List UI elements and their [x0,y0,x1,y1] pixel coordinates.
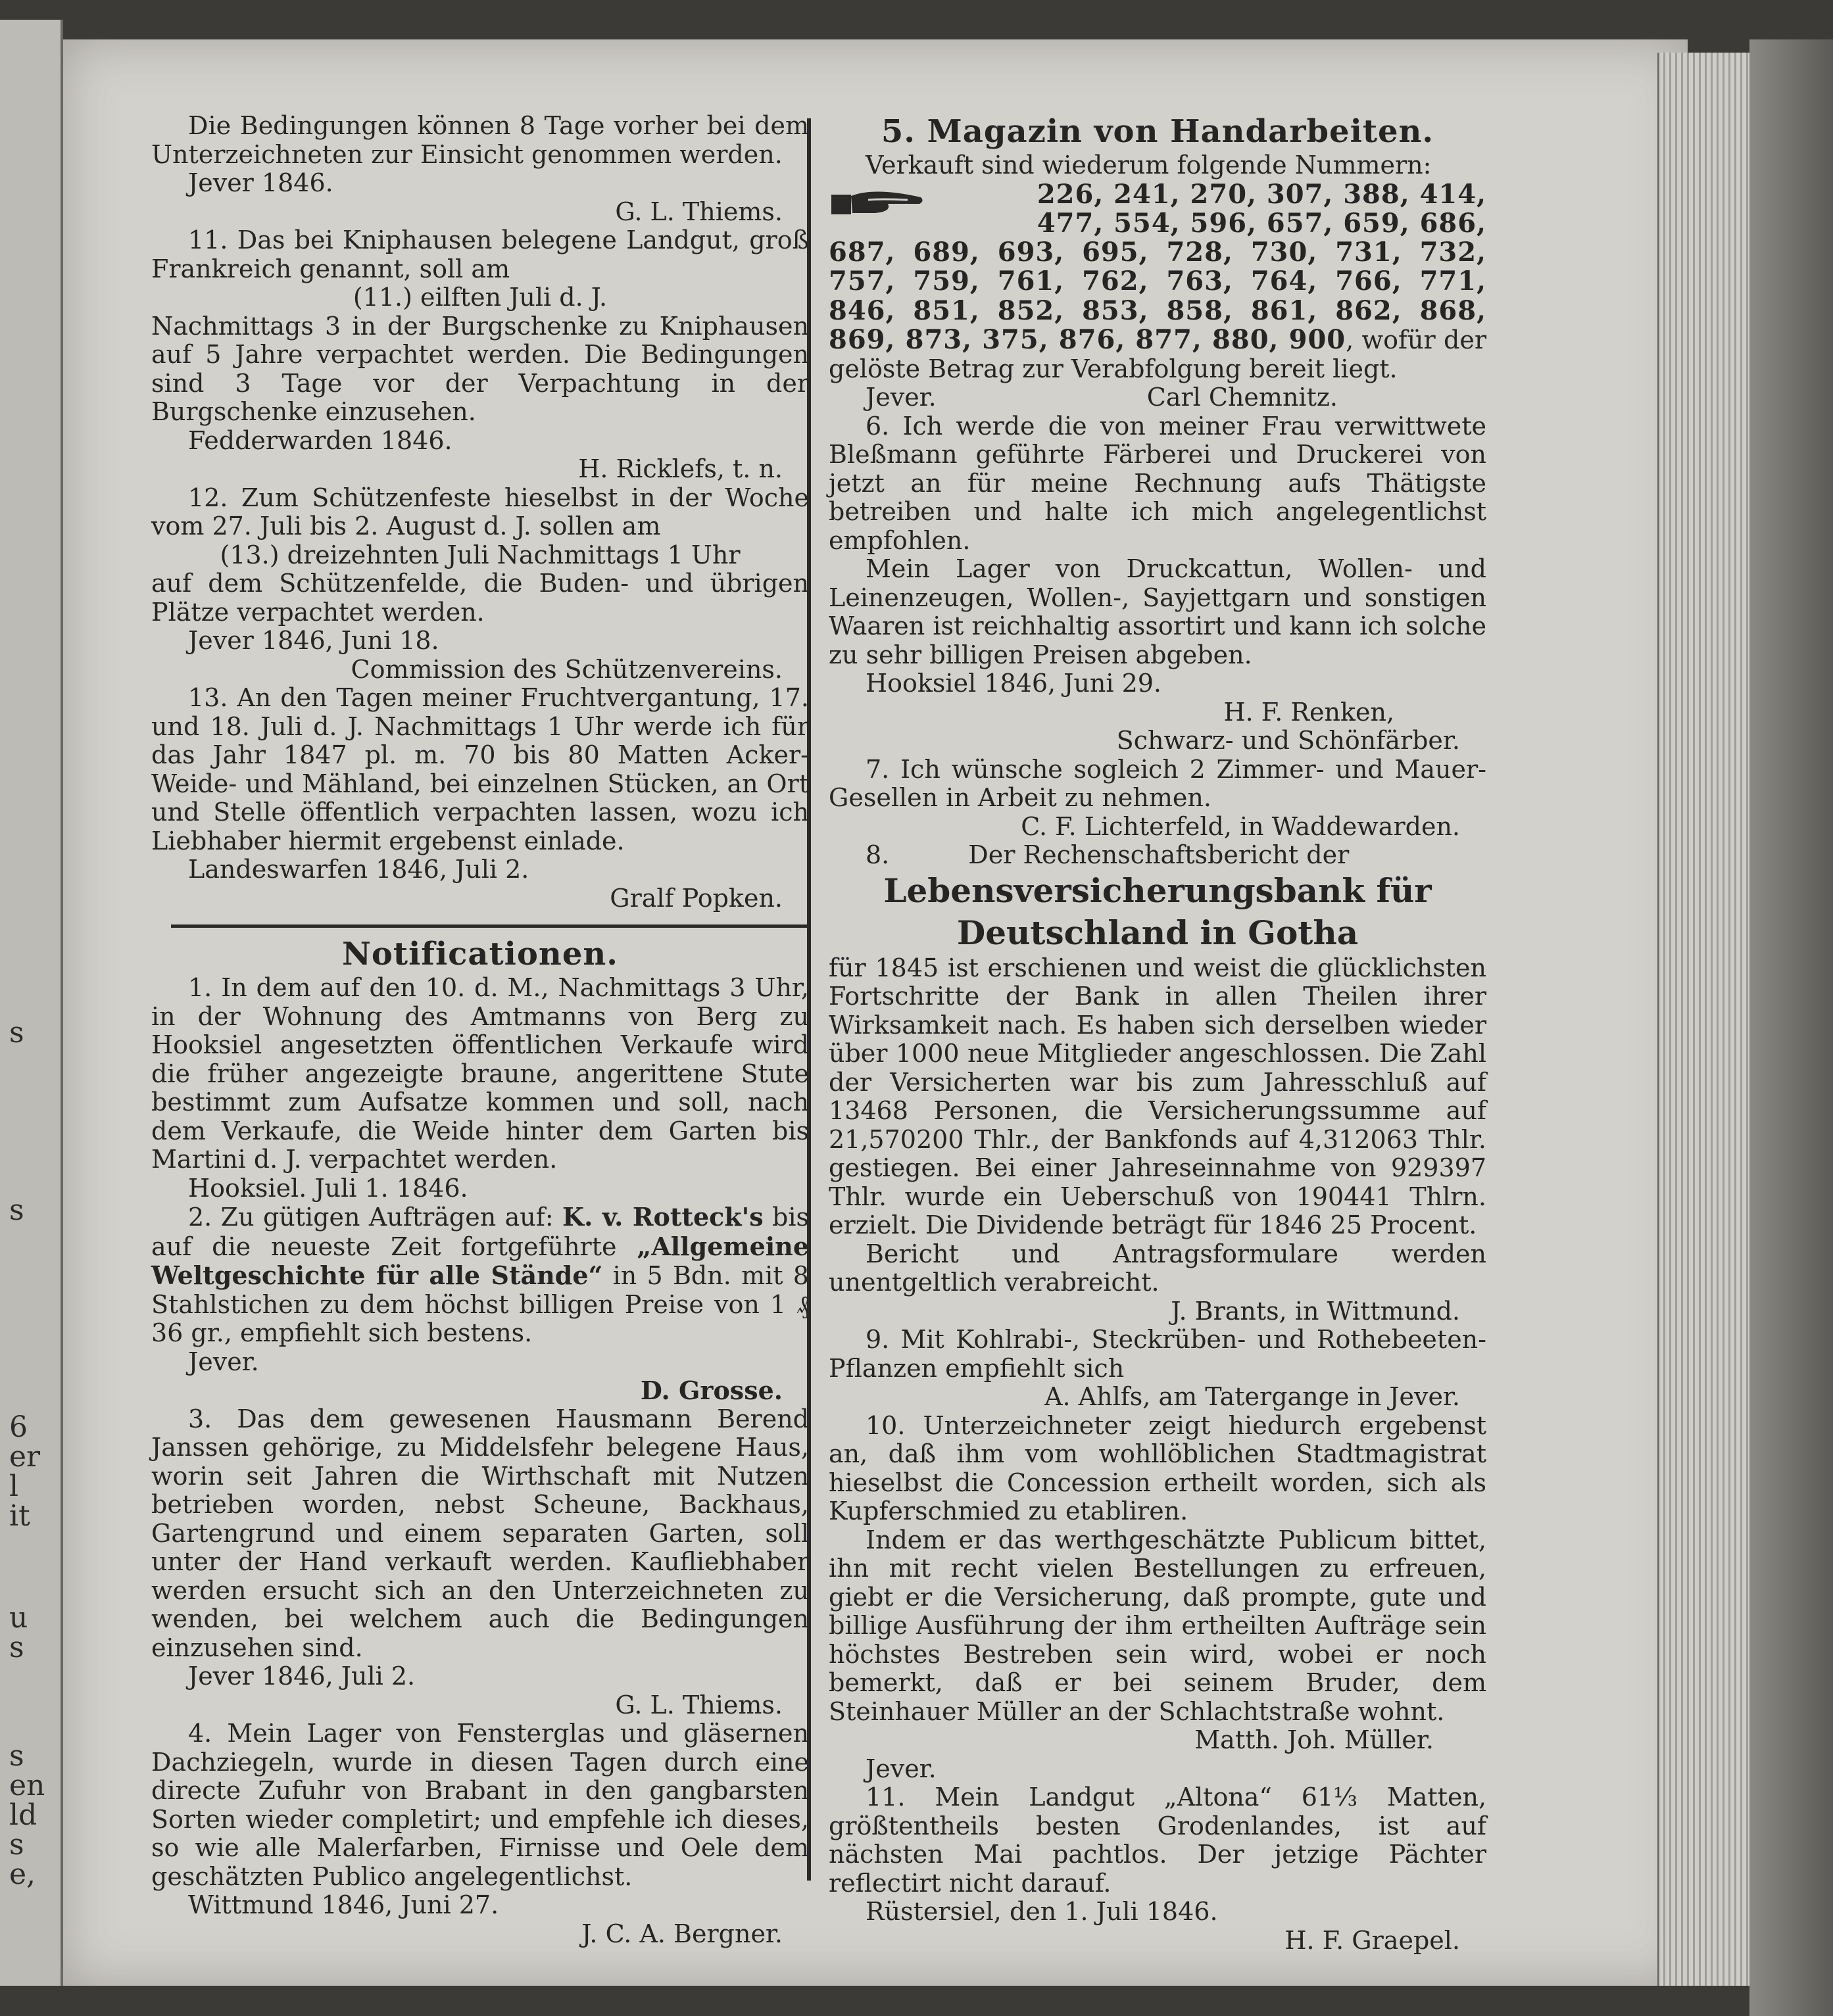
notice-signature: G. L. Thiems. [615,197,783,226]
previous-page-fragments [0,20,61,1986]
bank-heading: Lebensversicherungsbank für Deutschland in Gotha [883,871,1432,952]
notice-text: Mein Lager von Druckcattun, Wollen- und Leinenzeugen, Wollen-, Sayjettgarn und sonstigen Waaren ist reichhaltig assortirt und kann ich solche zu sehr billigen Preisen abgeben. [829,554,1486,669]
section-heading-magazin: 5. Magazin von Handarbeiten. [881,113,1434,150]
pointing-hand-icon [829,183,927,222]
fragment: en [9,1769,45,1802]
fragment: ld [9,1798,37,1832]
notice-bedingungen [151,112,809,226]
notification-4 [151,1719,809,1948]
notice-signature-title: Schwarz- und Schönfärber. [1116,726,1460,755]
notice-text: 9. Mit Kohlrabi-, Steckrüben- und Rothebeeten-Pflanzen empfiehlt sich [829,1325,1486,1383]
notification-2 [151,1203,809,1405]
left-column [151,112,809,1948]
notice-signature: H. F. Graepel. [1284,1925,1460,1955]
notice-text [151,1203,809,1348]
notice-text: auf dem Schützenfelde, die Buden- und übrigen Plätze verpachtet werden. [151,569,809,627]
notice-8 [829,841,1486,1326]
notice-place [829,383,1486,412]
notification-1 [151,974,809,1203]
notice-11-right [829,1783,1486,1955]
fragment: e, [9,1858,36,1891]
notice-text: 3. Das dem gewesenen Hausmann Berend Janssen gehörige, zu Middelsfehr belegene Haus, worin seit Jahren die Wirthschaft mit Nutzen betrieben worden, nebst Scheune, Backhaus, Gartengrund und einem separaten Garten, soll unter der Hand verkauft werden. Kaufliebhaber werden ersucht sich an den Unterzeichneten zu wenden, bei welchem auch die Bedingungen einzusehen sind. [151,1404,809,1662]
notice-6 [829,412,1486,756]
section-rule [171,924,809,928]
fragment: er [9,1440,41,1474]
notice-12 [151,484,809,684]
fragment: u [9,1601,28,1635]
notice-text: 6. Ich werde die von meiner Frau verwittwete Bleßmann geführte Färberei und Druckerei von jetzt an für meine Rechnung aufs Thätigste betreiben und halte ich mich angelegentlichst empfohlen. [829,411,1486,555]
notice-place: Jever 1846. [188,168,333,197]
notice-signature: J. Brants, in Wittmund. [1171,1296,1460,1326]
fragment: l [9,1470,19,1503]
book-author: K. v. Rotteck's [562,1202,764,1232]
notice-signature: Gralf Popken. [610,883,783,913]
place: Jever. [866,383,937,412]
notice-place: Hooksiel. Juli 1. 1846. [188,1173,468,1203]
notice-text: 13. An den Tagen meiner Fruchtvergantung, 17. und 18. Juli d. J. Nachmittags 1 Uhr werde ich für das Jahr 1847 pl. m. 70 bis 80 Matten Acker- Weide- und Mähland, bei einzelnen Stücken, an Ort und Stelle öffentlich verpachten lassen, wozu ich Liebhaber hiermit ergebenst einlade. [151,683,809,855]
notice-signature: H. Ricklefs, t. n. [578,454,783,483]
notice-place: Landeswarfen 1846, Juli 2. [188,855,529,884]
notice-signature: J. C. A. Bergner. [581,1919,783,1948]
notice-place: Fedderwarden 1846. [188,425,452,455]
book-title: „Allgemeine Weltgeschichte für alle Stände“ [151,1231,809,1290]
notice-text: Die Bedingungen können 8 Tage vorher bei dem Unterzeichneten zur Einsicht genommen werden. [151,111,809,169]
sold-numbers [829,180,1486,412]
notice-place: Wittmund 1846, Juni 27. [188,1890,499,1919]
notice-date: (11.) eilften Juli d. J. [353,283,608,312]
notice-9 [829,1326,1486,1412]
text-segment: bis auf die neueste Zeit fortgeführte [151,1203,809,1261]
text-segment: in 5 Bdn. mit 8 Stahlstichen zu dem höchst billigen Preise von 1 ₰ 36 gr., empfiehlt sich bestens. [151,1261,809,1347]
notice-7 [829,756,1486,842]
notice-10 [829,1412,1486,1784]
notice-text: 12. Zum Schützenfeste hieselbst in der Woche vom 27. Juli bis 2. August d. J. sollen am [151,483,809,540]
right-column [829,112,1486,1955]
numbers-line: 226, 241, 270, 307, 388, 414, [1037,178,1486,210]
fragment: s [9,1016,24,1049]
notice-signature: Commission des Schützenvereins. [351,654,783,684]
fragment: 6 [9,1410,28,1444]
numbers-tail: , wofür der gelöste Betrag zur Verabfolgung bereit liegt. [829,325,1486,383]
numbers-line: 477, 554, 596, 657, 659, 686, [1037,207,1486,239]
fragment: it [9,1499,30,1533]
notice-text: 1. In dem auf den 10. d. M., Nachmittags 3 Uhr, in der Wohnung des Amtmanns von Berg zu Hooksiel angesetzten öffentlichen Verkaufe wird die früher angezeigte braune, angerittene Stute bestimmt zum Aufsatze kommen und soll, nach dem Verkaufe, die Weide hinter dem Garten bis Martini d. J. verpachtet werden. [151,973,809,1174]
notice-place: Rüstersiel, den 1. Juli 1846. [866,1897,1218,1926]
notice-text: Indem er das werthgeschätzte Publicum bittet, ihn mit recht vielen Bestellungen zu erfreuen, giebt er die Versicherung, daß prompte, gute und billige Ausführung der ihm ertheilten Aufträge sein höchstes Bestreben sein wird, wobei er noch bemerkt, daß er bei seinem Bruder, dem Steinhauer Müller an der Schlachtstraße wohnt. [829,1525,1486,1726]
fragment: s [9,1828,24,1861]
notice-text: Bericht und Antragsformulare werden unentgeltlich verabreicht. [829,1239,1486,1297]
notice-signature: Carl Chemnitz. [1146,383,1338,412]
notice-place: Jever 1846, Juli 2. [188,1662,416,1691]
section-heading-notificationen: Notificationen. [342,936,618,972]
notice-place: Jever. [866,1754,937,1783]
text-segment: 2. Zu gütigen Aufträgen auf: [188,1203,563,1232]
fragment: s [9,1631,24,1664]
notice-signature: C. F. Lichterfeld, in Waddewarden. [1021,811,1460,841]
previous-page-edge [0,20,63,1986]
notice-signature: Matth. Joh. Müller. [1194,1725,1434,1754]
notice-text: 7. Ich wünsche sogleich 2 Zimmer- und Mauer-Gesellen in Arbeit zu nehmen. [829,754,1486,812]
notice-signature: A. Ahlfs, am Tatergange in Jever. [1044,1382,1460,1411]
numbers-list [829,238,1486,384]
notice-13 [151,684,809,913]
notification-3 [151,1405,809,1720]
notice-signature: D. Grosse. [640,1376,783,1405]
notice-text: 10. Unterzeichneter zeigt hiedurch ergebenst an, daß ihm vom wohllöblichen Stadtmagistrat hieselbst die Concession ertheilt worden, sich als Kupferschmied zu etabliren. [829,1410,1486,1525]
notice-signature: G. L. Thiems. [615,1690,783,1719]
book-page-edges [1657,53,1751,1986]
notice-intro-text: Der Rechenschaftsbericht der [968,840,1350,869]
notice-place: Jever 1846, Juni 18. [188,626,439,655]
notice-number: 8. [866,840,890,869]
notice-place: Jever. [188,1347,259,1376]
notice-text: 11. Mein Landgut „Altona“ 61⅓ Matten, größtentheils besten Grodenlandes, ist auf nächsten Mai pachtlos. Der jetzige Pächter reflectirt nicht darauf. [829,1783,1486,1898]
notice-date: (13.) dreizehnten Juli Nachmittags 1 Uhr [220,540,741,569]
notice-11 [151,226,809,484]
notice-text: Nachmittags 3 in der Burgschenke zu Kniphausen auf 5 Jahre verpachtet werden. Die Bedingungen sind 3 Tage vor der Verpachtung in der Burgschenke einzusehen. [151,311,809,426]
notice-signature: H. F. Renken, [1223,697,1394,727]
fragment: s [9,1739,24,1773]
notice-place: Hooksiel 1846, Juni 29. [866,669,1162,698]
notice-text: für 1845 ist erschienen und weist die glücklichsten Fortschritte der Bank in allen Theilen ihrer Wirksamkeit nach. Es haben sich derselben wieder über 1000 neue Mitglieder angeschlossen. Die Zahl der Versicherten war bis zum Jahresschluß auf 13468 Personen, die Versicherungssumme auf 21,570200 Thlr., der Bankfonds auf 4,312063 Thlr. gestiegen. Bei einer Jahreseinnahme von 929397 Thlr. wurde ein Ueberschuß von 190441 Thlrn. erzielt. Die Dividende beträgt für 1846 25 Procent. [829,953,1486,1239]
notice-intro [829,841,1486,870]
sold-intro: Verkauft sind wiederum folgende Nummern: [866,151,1432,180]
book-cover [1749,39,1833,2016]
notice-text: 4. Mein Lager von Fensterglas und gläsernen Dachziegeln, wurde in diesen Tagen durch eine directe Zufuhr von Brabant in den gangbarsten Sorten wieder completirt; und empfehle ich dieses, so wie alle Malerfarben, Firnisse und Oele dem geschätzten Publico angelegentlichst. [151,1719,809,1891]
numbers-bold: 687, 689, 693, 695, 728, 730, 731, 732, 757, 759, 761, 762, 763, 764, 766, 771, 846, 851, 852, 853, 858, 861, 862, 868, 869, 873, 375, 876, 877, 880, 900 [829,236,1486,355]
fragment: s [9,1193,24,1227]
notice-text: 11. Das bei Kniphausen belegene Landgut, groß Frankreich genannt, soll am [151,226,809,283]
